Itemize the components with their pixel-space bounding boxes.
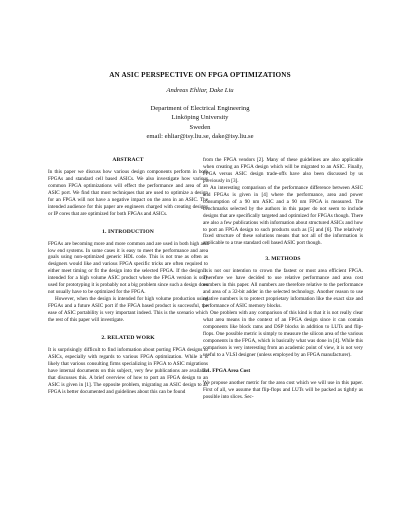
paper-authors: Andreas Ehliar, Dake Liu [166, 87, 234, 94]
affiliation-university: Linköping University [171, 114, 229, 122]
affiliation-email: email: ehliar@isy.liu.se, dake@isy.liu.se [146, 133, 254, 141]
abstract-heading: ABSTRACT [112, 157, 144, 163]
related-work-paragraph-2: from the FPGA vendors [2]. Many of these guidelines are also applicable when creating an FPGA design which will be migrated to an ASIC. Finally, FPGA versus ASIC design trade-offs have also been discussed by us previously in [3]. [203, 157, 363, 184]
introduction-paragraph-1: FPGAs are becoming more and more common and are used in both high and low end systems. In some cases it is easy to meet the performance and area goals using non-optimized generic HDL code. This is not true as often as designers would like and various FPGA specific tricks are often required to either meet timing or fit the design into the selected FPGA. If the design is intended for a high volume ASIC product where the FPGA version is only used for prototyping it is probably not a big problem since such a design does not usually have to be optimized for the FPGA. [48, 240, 208, 296]
left-column [48, 157, 208, 396]
abstract-text: In this paper we discuss how various design components perform in both FPGAs and standard cell based ASICs. We also investigate how various common FPGA optimizations will effect the performance and area of an ASIC port. We find that most techniques that are used to optimize a design for an FPGA will not have a negative impact on the area in an ASIC. The intended audience for this paper are engineers charged with creating designs or IP cores that are optimized for both FPGAs and ASICs. [48, 168, 208, 217]
fpga-area-cost-heading: 3.1. FPGA Area Cost [203, 367, 251, 374]
affiliation-country: Sweden [189, 123, 211, 131]
introduction-heading: 1. INTRODUCTION [102, 228, 154, 235]
methods-heading: 3. METHODS [265, 256, 301, 263]
right-column [203, 157, 363, 401]
affiliation-dept: Department of Electrical Engineering [150, 105, 250, 112]
paper-title: AN ASIC PERSPECTIVE ON FPGA OPTIMIZATIONS [109, 71, 291, 79]
related-work-paragraph-1: It is surprisingly difficult to find information about porting FPGA designs to ASICs, especially with regards to various FPGA optimization. While it is likely that various consulting firms specializing in FPGA to ASIC migrations have internal documents on this subject, very few publications are available that discusses this. A brief overview of how to port an FPGA design to an ASIC is given in [1]. The opposite problem, migrating an ASIC design to an FPGA is better documented and guidelines about this can be found [48, 346, 208, 395]
introduction-paragraph-2: However, when the design is intended for high volume production using FPGAs and a future ASIC port if the FPGA based product is successful, the ease of ASIC portability is very important indeed. This is the scenario which the rest of this paper will investigate. [48, 296, 208, 324]
methods-paragraph-1: It is not our intention to crown the fastest or most area efficient FPGA. Therefore we have decided to use relative performance and area cost numbers in this paper. All numbers are therefore relative to the performance and area of a 32-bit adder in the selected technology. Another reason to use relative numbers is to protect proprietary information like the exact size and performance of ASIC memory blocks. [203, 268, 363, 310]
related-work-paragraph-3: An interesting comparison of the performance difference between ASIC and FPGAs is given in [4] where the performance, area and power consumption of a 90 nm ASIC and a 90 nm FPGA is measured. The benchmarks selected by the authors in this paper do not seem to include designs that are specifically targeted and optimized for FPGAs though. There are also a few publications with information about structured ASICs and how to port an FPGA design to such products such as [5] and [6]. The relatively fixed structure of these solutions means that not all of the information is applicable to a true standard cell based ASIC port though. [203, 184, 363, 247]
affiliation-block [0, 104, 400, 142]
fpga-area-cost-paragraph-1: We propose another metric for the area cost which we will use in this paper. First of all, we assume that flip-flops and LUTs will be packed as tightly as possible into slices. Sec- [203, 379, 363, 400]
methods-paragraph-2: One problem with any comparison of this kind is that it is not really clear what area means in the context of an FPGA design since it can contain components like block rams and DSP blocks in addition to LUTs and flip-flops. One possible metric is simply to measure the silicon area of the various components in the FPGA, which is basically what was done in [4]. While this comparison is very interesting from an academic point of view, it is not very useful to a VLSI designer (unless employed by an FPGA manufacturer). [203, 310, 363, 358]
related-work-heading: 2. RELATED WORK [101, 335, 155, 342]
